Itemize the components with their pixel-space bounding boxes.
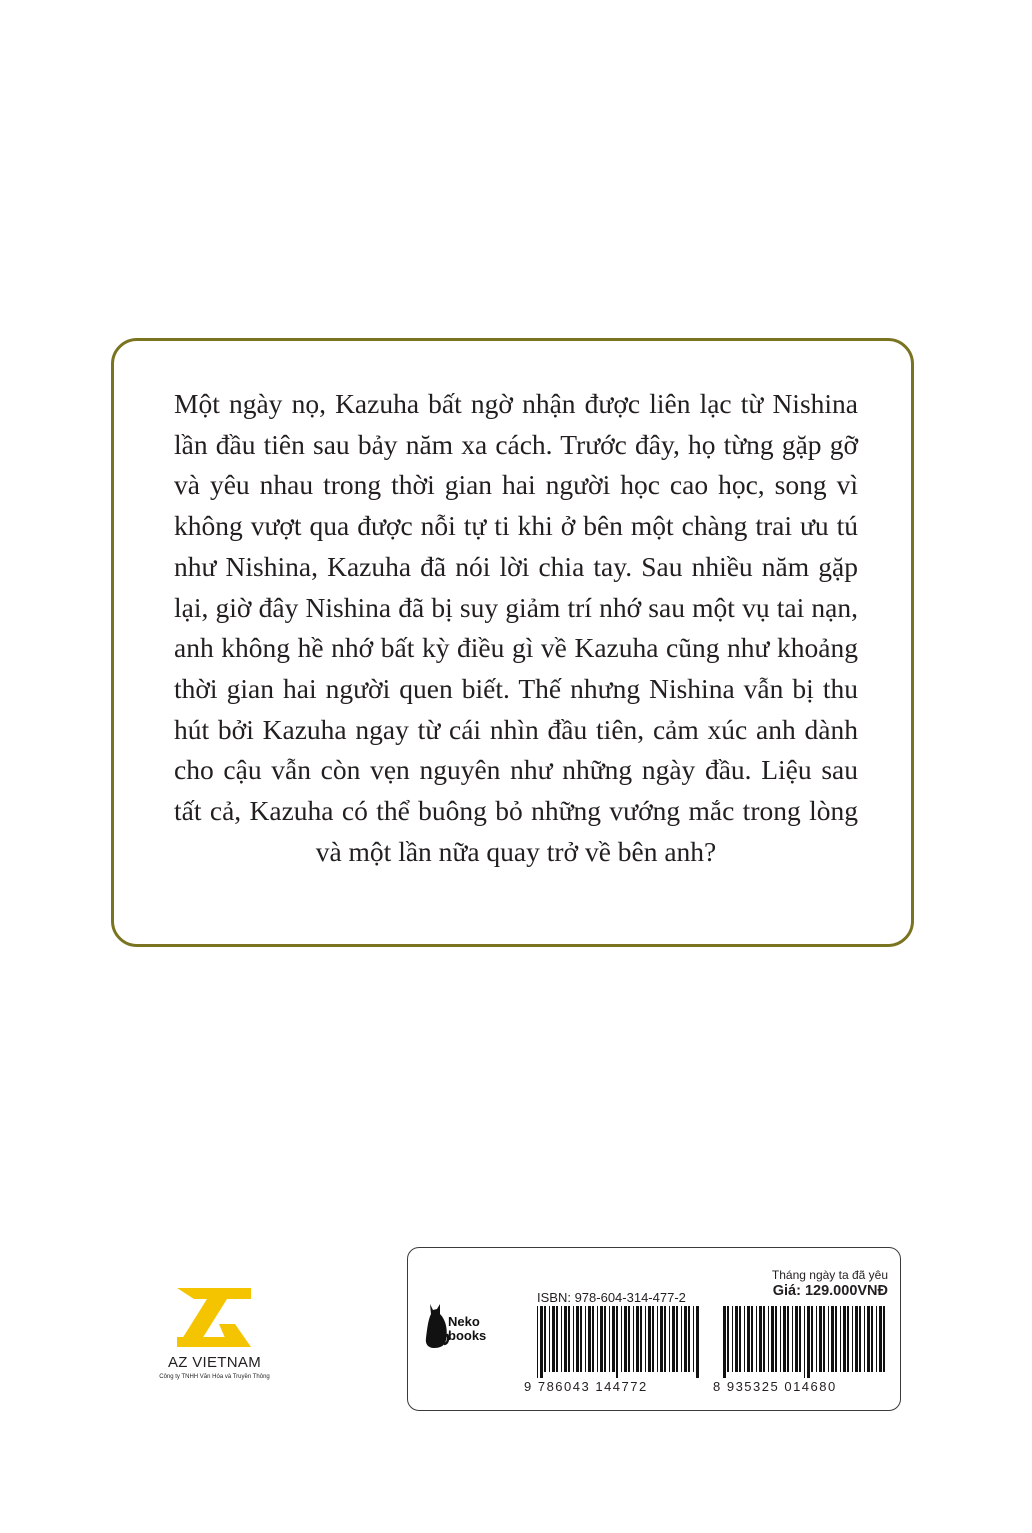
- barcode-bar: [609, 1306, 610, 1372]
- barcode-bar: [585, 1306, 586, 1372]
- barcode-bar: [592, 1306, 594, 1372]
- barcode-bar: [751, 1306, 753, 1372]
- barcode-bar: [780, 1306, 781, 1372]
- barcode-bar: [688, 1306, 690, 1372]
- barcode-bar: [763, 1306, 765, 1372]
- barcode-bar: [636, 1306, 639, 1372]
- cat-icon: [424, 1300, 450, 1350]
- barcode-bar: [855, 1306, 858, 1372]
- isbn-digits: 9 786043 144772: [524, 1379, 648, 1394]
- barcode-bar: [621, 1306, 622, 1372]
- barcode-bar: [696, 1306, 699, 1378]
- blurb-text: Một ngày nọ, Kazuha bất ngờ nhận được liên lạc từ Nishina lần đầu tiên sau bảy năm xa cách. Trước đây, họ từng gặp gỡ và yêu nhau trong thời gian hai người học cao học, song vì không vượt qua được nỗi tự ti khi ở bên một chàng trai ưu tú như Nishina, Kazuha đã nói lời chia tay. Sau nhiều năm gặp lại, giờ đây Nishina đã bị suy giảm trí nhớ sau một vụ tai nạn, anh không hề nhớ bất kỳ điều gì về Kazuha cũng như khoảng thời gian hai người quen biết. Thế nhưng Nishina vẫn bị thu hút bởi Kazuha ngay từ cái nhìn đầu tiên, cảm xúc anh dành cho cậu vẫn còn vẹn nguyên như những ngày đầu. Liệu sau tất cả, Kazuha có thể buông bỏ những vướng mắc trong lòng và một lần nữa quay trở về bên anh?: [174, 388, 858, 867]
- barcode-bar: [552, 1306, 555, 1372]
- barcode-bar: [652, 1306, 654, 1372]
- barcode-bar: [588, 1306, 591, 1372]
- barcode-bar: [664, 1306, 666, 1372]
- barcode-bar: [676, 1306, 678, 1372]
- barcode-bar: [879, 1306, 882, 1372]
- barcode-bar: [633, 1306, 634, 1372]
- barcode-bar: [799, 1306, 801, 1372]
- price-barcode: [723, 1306, 889, 1378]
- barcode-bar: [831, 1306, 834, 1372]
- barcode-bar: [840, 1306, 841, 1372]
- barcode-bar: [811, 1306, 813, 1372]
- barcode-bar: [847, 1306, 849, 1372]
- barcode-bar: [816, 1306, 817, 1372]
- barcode-bar: [693, 1306, 694, 1372]
- barcode-bar: [735, 1306, 738, 1372]
- isbn-barcode: [537, 1306, 699, 1378]
- barcode-bar: [681, 1306, 682, 1372]
- barcode-bar: [564, 1306, 567, 1372]
- barcode-bar: [852, 1306, 853, 1372]
- barcode-bar: [612, 1306, 615, 1372]
- barcode-bar: [859, 1306, 861, 1372]
- book-title: Tháng ngày ta đã yêu: [771, 1268, 888, 1282]
- barcode-bar: [604, 1306, 606, 1372]
- az-logo-icon: [177, 1288, 251, 1348]
- barcode-bar: [747, 1306, 750, 1372]
- barcode-bar: [657, 1306, 658, 1372]
- barcode-bar: [843, 1306, 846, 1372]
- barcode-bar: [568, 1306, 570, 1372]
- barcode-bar: [576, 1306, 579, 1372]
- barcode-bar: [672, 1306, 675, 1372]
- barcode-bar: [580, 1306, 582, 1372]
- barcode-bar: [792, 1306, 793, 1372]
- publisher-name: AZ VIETNAM: [167, 1354, 261, 1371]
- barcode-bar: [864, 1306, 865, 1372]
- barcode-bar: [544, 1306, 546, 1372]
- barcode-bar: [775, 1306, 777, 1372]
- barcode-bar: [871, 1306, 873, 1372]
- barcode-bar: [549, 1306, 550, 1372]
- isbn-label: ISBN: 978-604-314-477-2: [537, 1290, 686, 1305]
- barcode-bar: [727, 1306, 729, 1372]
- barcode-bar: [648, 1306, 651, 1372]
- barcode-bar: [823, 1306, 825, 1372]
- barcode-bar: [537, 1306, 538, 1378]
- barcode-bar: [624, 1306, 627, 1372]
- barcode-bar: [556, 1306, 558, 1372]
- barcode-bar: [819, 1306, 822, 1372]
- barcode-bar: [645, 1306, 646, 1372]
- barcode-bar: [540, 1306, 543, 1378]
- barcode-bar: [628, 1306, 630, 1372]
- barcode-bar: [756, 1306, 757, 1372]
- barcode-bar: [723, 1306, 726, 1378]
- barcode-bar: [787, 1306, 789, 1372]
- barcode-bar: [768, 1306, 769, 1372]
- barcode-bar: [616, 1306, 618, 1378]
- barcode-bar: [807, 1306, 810, 1378]
- barcode-bar: [669, 1306, 670, 1372]
- barcode-bar: [783, 1306, 786, 1372]
- barcode-bar: [883, 1306, 885, 1372]
- barcode-bar: [600, 1306, 603, 1372]
- neko-books-logo: [424, 1300, 514, 1356]
- barcode-bar: [867, 1306, 870, 1372]
- publisher-subtitle: Công ty TNHH Văn Hóa và Truyền Thông: [159, 1374, 270, 1380]
- barcode-bar: [759, 1306, 762, 1372]
- barcode-bar: [640, 1306, 642, 1372]
- barcode-bar: [744, 1306, 745, 1372]
- barcode-bar: [739, 1306, 741, 1372]
- price-sticker: [407, 1247, 901, 1411]
- barcode-bar: [597, 1306, 598, 1372]
- barcode-bar: [573, 1306, 574, 1372]
- barcode-bar: [804, 1306, 805, 1378]
- price-digits: 8 935325 014680: [713, 1379, 837, 1394]
- publisher-logo: [147, 1286, 282, 1386]
- barcode-bar: [732, 1306, 733, 1372]
- barcode-bar: [795, 1306, 798, 1372]
- barcode-bar: [828, 1306, 829, 1372]
- barcode-bar: [684, 1306, 687, 1372]
- imprint-line1: Neko: [448, 1314, 480, 1329]
- barcode-bar: [561, 1306, 562, 1372]
- imprint-line2: books: [448, 1328, 487, 1343]
- barcode-bar: [835, 1306, 837, 1372]
- price: Giá: 129.000VNĐ: [772, 1283, 888, 1299]
- barcode-bar: [876, 1306, 877, 1372]
- barcode-bar: [771, 1306, 774, 1372]
- barcode-bar: [660, 1306, 663, 1372]
